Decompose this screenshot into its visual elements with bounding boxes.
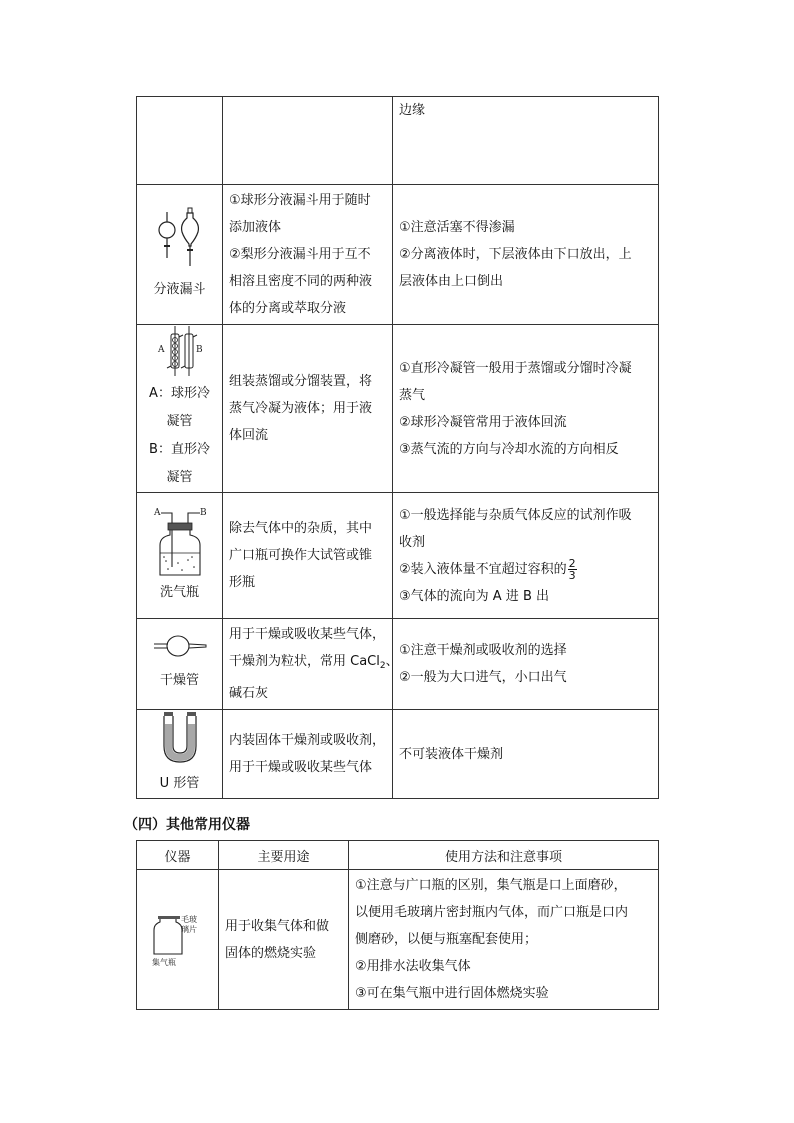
use-line: 蒸气冷凝为液体；用于液 [229, 401, 373, 416]
instrument-cell [137, 97, 223, 185]
table-header-row [137, 841, 659, 870]
table-row [137, 185, 659, 325]
use-text: 、 [385, 654, 399, 669]
use-line: ②梨形分液漏斗用于互不 [229, 247, 371, 262]
notes-cell [393, 97, 659, 185]
use-cell [223, 185, 393, 325]
subscript: 2 [379, 661, 386, 671]
note-line: ①一般选择能与杂质气体反应的试剂作吸 [399, 507, 632, 523]
column-header: 主要用途 [219, 841, 349, 870]
note-line: 收剂 [399, 534, 426, 550]
table-row [137, 493, 659, 619]
use-line: 用于收集气体和做 [225, 918, 330, 934]
label-gas-bottle: 集气瓶 [151, 957, 176, 967]
note-line: ②一般为大口进气，小口出气 [399, 670, 567, 685]
table-row [137, 870, 659, 1010]
instrument-cell [137, 493, 223, 619]
gas-washing-bottle-icon [148, 505, 212, 579]
use-line: 碱石灰 [229, 686, 269, 701]
use-line: 用于干燥或吸收某些气体， [229, 627, 386, 642]
notes-cell [393, 493, 659, 619]
use-cell [219, 870, 349, 1010]
use-cell [223, 325, 393, 493]
notes-cell [393, 185, 659, 325]
instrument-name: 分液漏斗 [153, 281, 206, 297]
note-line: ①注意与广口瓶的区别，集气瓶是口上面磨砂， [355, 878, 627, 893]
note-line: ②用排水法收集气体 [355, 959, 471, 974]
note-line: 侧磨砂，以便与瓶塞配套使用； [355, 932, 538, 947]
use-line: 添加液体 [229, 220, 282, 235]
note-line: ①注意活塞不得渗漏 [399, 220, 515, 235]
notes-cell [393, 710, 659, 799]
use-line: ①球形分液漏斗用于随时 [229, 193, 371, 208]
notes-cell [393, 325, 659, 493]
label-b: B [195, 344, 203, 355]
other-instruments-table [136, 840, 659, 1010]
table-row [137, 325, 659, 493]
instrument-cell [137, 710, 223, 799]
label-a: A [157, 344, 164, 355]
note-line: ①注意干燥剂或吸收剂的选择 [399, 643, 567, 658]
note-line: 蒸气 [399, 387, 426, 403]
instrument-name: U 形管 [159, 776, 200, 791]
use-cell [223, 619, 399, 710]
note-text: ②装入液体量不宜超过容积的 [399, 561, 567, 577]
condenser-icon [150, 326, 210, 376]
use-cell [223, 493, 393, 619]
use-line: 固体的燃烧实验 [225, 945, 317, 961]
instrument-table-continued [136, 96, 659, 799]
use-text: 干燥剂为粒状，常用 CaCl [229, 654, 380, 669]
u-tube-icon [150, 710, 210, 766]
instrument-name: 干燥管 [159, 673, 199, 688]
note-line: 不可装液体干燥剂 [399, 746, 504, 762]
table-row [137, 619, 659, 710]
label-frosted-glass-line1: 毛玻 [180, 914, 197, 924]
instrument-name: A：球形冷 [149, 385, 210, 401]
instrument-name: 洗气瓶 [159, 584, 199, 600]
note-line: ②分离液体时，下层液体由下口放出，上 [399, 247, 632, 262]
instrument-cell [137, 870, 219, 1010]
column-header: 使用方法和注意事项 [349, 841, 659, 870]
table-row [137, 710, 659, 799]
instrument-cell [137, 325, 223, 493]
use-line: 内装固体干燥剂或吸收剂， [229, 733, 386, 748]
note-line: ②球形冷凝管常用于液体回流 [399, 414, 567, 430]
use-line [229, 648, 399, 680]
use-line: 除去气体中的杂质，其中 [229, 521, 373, 536]
note-line: 边缘 [399, 103, 426, 118]
instrument-cell [137, 185, 223, 325]
note-line [399, 556, 654, 583]
gas-collecting-bottle-icon [148, 912, 208, 968]
table-row [137, 97, 659, 185]
label-b: B [199, 507, 207, 518]
label-a: A [153, 507, 160, 518]
column-header: 仪器 [137, 841, 219, 870]
note-line: ③可在集气瓶中进行固体燃烧实验 [355, 986, 549, 1001]
instrument-name: 凝管 [166, 469, 193, 485]
label-frosted-glass-line2: 璃片 [180, 924, 197, 934]
instrument-cell [137, 619, 223, 710]
use-line: 形瓶 [229, 575, 256, 590]
note-line: 层液体由上口倒出 [399, 274, 504, 289]
section-heading: （四）其他常用仪器 [124, 817, 250, 833]
note-line: ①直形冷凝管一般用于蒸馏或分馏时冷凝 [399, 360, 632, 376]
use-line: 用于干燥或吸收某些气体 [229, 760, 373, 775]
use-line: 广口瓶可换作大试管或锥 [229, 548, 373, 563]
note-line: ③蒸气流的方向与冷却水流的方向相反 [399, 441, 619, 457]
use-cell [223, 97, 393, 185]
use-line: 体回流 [229, 428, 269, 443]
fraction [568, 558, 577, 581]
note-line: ③气体的流向为 A 进 B 出 [399, 588, 549, 604]
use-cell [223, 710, 393, 799]
use-line: 体的分离或萃取分液 [229, 301, 347, 316]
drying-tube-icon [148, 633, 212, 659]
notes-cell [349, 870, 659, 1010]
note-line: 以便用毛玻璃片密封瓶内气体，而广口瓶是口内 [355, 905, 629, 920]
use-line: 组装蒸馏或分馏装置，将 [229, 374, 373, 389]
separatory-funnel-icon [150, 206, 210, 270]
fraction-numerator: 2 [568, 556, 576, 570]
instrument-name: B：直形冷 [149, 441, 210, 457]
use-line: 相溶且密度不同的两种液 [229, 274, 373, 289]
fraction-denominator: 3 [568, 568, 576, 582]
instrument-name: 凝管 [166, 413, 193, 429]
notes-cell [393, 619, 659, 710]
